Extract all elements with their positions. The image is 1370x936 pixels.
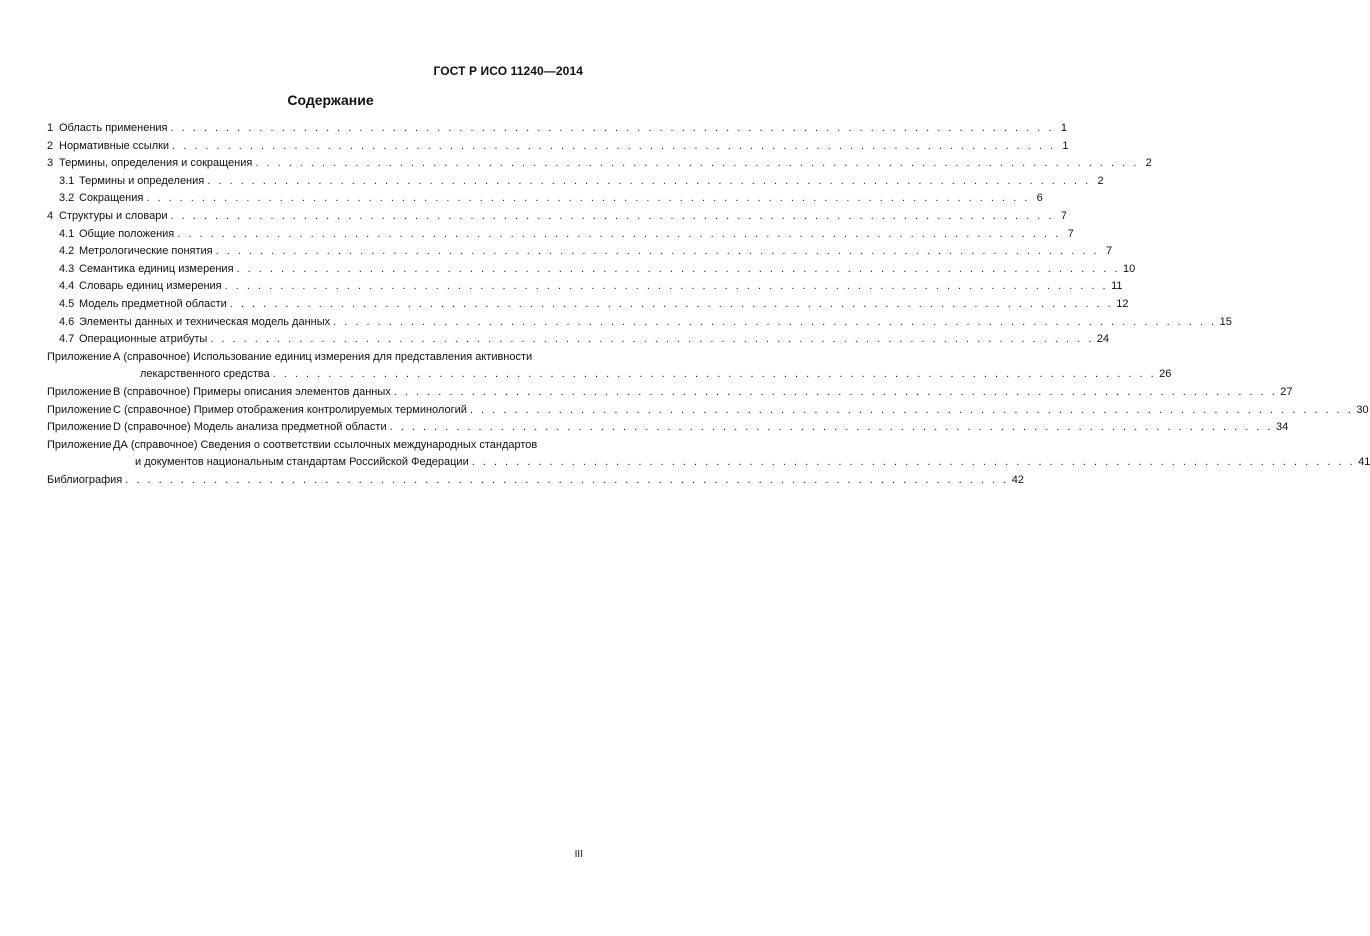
leader-dots: . . . . . . . . . . . . . . . . . . . . . . . . . . . . . . . . . . . . . . . . . . . . . . . . . . . . . . . . . . . . . . . . . . . . . . . . . . . . . . . . [389,421,1274,434]
annex-prefix: Приложение [47,350,112,363]
toc-page: 27 [1280,385,1293,398]
toc-label: Метрологические понятия [79,245,213,258]
toc-entry-3-1[interactable] [47,173,1104,191]
annex-title-continued: и документов национальным стандартам Российской Федерации [135,456,469,469]
toc-annex-b[interactable] [47,384,1293,402]
toc-bibliography[interactable] [47,472,1024,490]
toc-label: Общие положения [79,227,175,240]
annex-title-continued: лекарственного средства [140,368,270,381]
toc-number: 4.5 [59,297,75,310]
toc-label: Область применения [59,122,168,134]
toc-entry-4[interactable] [47,208,1067,226]
toc-label: Структуры и словари [59,209,168,222]
leader-dots: . . . . . . . . . . . . . . . . . . . . . . . . . . . . . . . . . . . . . . . . . . . . . . . . . . . . . . . . . . . . . . . . . . . . . . . . . . . . . . . . [172,139,1056,152]
leader-dots: . . . . . . . . . . . . . . . . . . . . . . . . . . . . . . . . . . . . . . . . . . . . . . . . . . . . . . . . . . . . . . . . . . . . . . . . . . . . . . . . [207,174,1091,187]
annex-title: С (справочное) Пример отображения контролируемых терминологий [113,403,467,416]
toc-entry-4-2[interactable] [47,243,1113,261]
toc-number: 2 [47,139,54,152]
leader-dots: . . . . . . . . . . . . . . . . . . . . . . . . . . . . . . . . . . . . . . . . . . . . . . . . . . . . . . . . . . . . . . . . . . . . . . . . . . . . . . . . [125,473,1009,486]
toc-number: 3 [47,157,54,170]
leader-dots: . . . . . . . . . . . . . . . . . . . . . . . . . . . . . . . . . . . . . . . . . . . . . . . . . . . . . . . . . . . . . . . . . . . . . . . . . . . . . . . . [215,245,1100,258]
toc-label: Семантика единиц измерения [79,262,234,275]
annex-title: D (справочное) Модель анализа предметной области [113,421,387,434]
toc-page: 6 [1036,192,1043,205]
annex-prefix: Приложение [47,385,112,398]
annex-title: В (справочное) Примеры описания элементов данных [113,385,391,398]
toc-title: Содержание [287,92,374,108]
leader-dots: . . . . . . . . . . . . . . . . . . . . . . . . . . . . . . . . . . . . . . . . . . . . . . . . . . . . . . . . . . . . . . . . . . . . . . . . . . . . . . . . [255,157,1139,170]
toc-number: 4 [47,209,54,222]
page-number: III [574,849,583,860]
toc-page: 10 [1122,262,1136,275]
toc-page: 2 [1097,174,1104,187]
toc-page: 26 [1159,368,1172,381]
annex-prefix: Приложение [47,421,112,434]
leader-dots: . . . . . . . . . . . . . . . . . . . . . . . . . . . . . . . . . . . . . . . . . . . . . . . . . . . . . . . . . . . . . . . . . . . . . . . . . . . . . . . . [146,192,1030,205]
toc-number: 1 [47,122,54,134]
toc-label: Операционные атрибуты [79,333,208,346]
leader-dots: . . . . . . . . . . . . . . . . . . . . . . . . . . . . . . . . . . . . . . . . . . . . . . . . . . . . . . . . . . . . . . . . . . . . . . . . . . . . . . . . [170,209,1054,222]
toc-page: 1 [1060,122,1067,134]
table-of-contents [47,120,1370,489]
toc-annex-c[interactable] [47,402,1369,420]
annex-prefix: Приложение [47,438,112,451]
leader-dots: . . . . . . . . . . . . . . . . . . . . . . . . . . . . . . . . . . . . . . . . . . . . . . . . . . . . . . . . . . . . . . . . . . . . . . . . . . . . . . . . [224,280,1109,293]
toc-number: 4.7 [59,333,75,346]
toc-page: 42 [1011,473,1024,486]
toc-page: 30 [1356,403,1369,416]
toc-number: 4.6 [59,315,75,328]
annex-prefix: Приложение [47,403,112,416]
toc-annex-da[interactable] [47,437,1370,472]
toc-entry-4-6[interactable] [47,314,1232,332]
leader-dots: . . . . . . . . . . . . . . . . . . . . . . . . . . . . . . . . . . . . . . . . . . . . . . . . . . . . . . . . . . . . . . . . . . . . . . . . . . . . . . . . [210,333,1094,346]
annex-title: А (справочное) Использование единиц измерения для представления активности [113,350,533,363]
leader-dots: . . . . . . . . . . . . . . . . . . . . . . . . . . . . . . . . . . . . . . . . . . . . . . . . . . . . . . . . . . . . . . . . . . . . . . . . . . . . . . . . [272,368,1157,381]
toc-label: Нормативные ссылки [59,139,170,152]
toc-number: 4.3 [59,262,75,275]
toc-page: 1 [1062,139,1069,152]
toc-page: 15 [1219,315,1232,328]
toc-label: Термины, определения и сокращения [59,157,253,170]
leader-dots: . . . . . . . . . . . . . . . . . . . . . . . . . . . . . . . . . . . . . . . . . . . . . . . . . . . . . . . . . . . . . . . . . . . . . . . . . . . . . . . . [393,385,1278,398]
toc-number: 4.1 [59,227,75,240]
toc-page: 11 [1111,280,1123,293]
toc-entry-1[interactable] [47,120,1067,138]
leader-dots: . . . . . . . . . . . . . . . . . . . . . . . . . . . . . . . . . . . . . . . . . . . . . . . . . . . . . . . . . . . . . . . . . . . . . . . . . . . . . . . . [229,297,1114,310]
toc-entry-4-4[interactable] [47,278,1123,296]
toc-entry-4-5[interactable] [47,296,1129,314]
toc-page: 7 [1067,227,1074,240]
toc-page: 7 [1060,209,1067,222]
toc-number: 3.2 [59,192,75,205]
leader-dots: . . . . . . . . . . . . . . . . . . . . . . . . . . . . . . . . . . . . . . . . . . . . . . . . . . . . . . . . . . . . . . . . . . . . . . . . . . . . . . . . [471,456,1356,469]
toc-page: 34 [1276,421,1289,434]
leader-dots: . . . . . . . . . . . . . . . . . . . . . . . . . . . . . . . . . . . . . . . . . . . . . . . . . . . . . . . . . . . . . . . . . . . . . . . . . . . . . . . . [170,122,1054,134]
annex-title: ДА (справочное) Сведения о соответствии ссылочных международных стандартов [113,438,538,451]
toc-page: 7 [1105,245,1113,258]
toc-page: 2 [1145,157,1152,170]
toc-label: Термины и определения [79,174,205,187]
toc-entry-3[interactable] [47,155,1152,173]
toc-page: 12 [1116,297,1129,310]
toc-page: 24 [1096,333,1110,346]
toc-number: 4.2 [59,245,75,258]
bibliography-label: Библиография [47,473,123,486]
toc-entry-4-1[interactable] [47,226,1074,244]
toc-annex-d[interactable] [47,419,1289,437]
toc-entry-3-2[interactable] [47,190,1043,208]
toc-label: Модель предметной области [79,297,227,310]
leader-dots: . . . . . . . . . . . . . . . . . . . . . . . . . . . . . . . . . . . . . . . . . . . . . . . . . . . . . . . . . . . . . . . . . . . . . . . . . . . . . . . . [236,262,1120,275]
toc-entry-4-3[interactable] [47,261,1136,279]
leader-dots: . . . . . . . . . . . . . . . . . . . . . . . . . . . . . . . . . . . . . . . . . . . . . . . . . . . . . . . . . . . . . . . . . . . . . . . . . . . . . . . . [469,403,1354,416]
document-code: ГОСТ Р ИСО 11240—2014 [433,64,583,78]
toc-entry-4-7[interactable] [47,331,1110,349]
toc-annex-a[interactable] [47,349,1172,384]
toc-label: Сокращения [79,192,144,205]
leader-dots: . . . . . . . . . . . . . . . . . . . . . . . . . . . . . . . . . . . . . . . . . . . . . . . . . . . . . . . . . . . . . . . . . . . . . . . . . . . . . . . . [177,227,1061,240]
toc-entry-2[interactable] [47,138,1069,156]
toc-label: Словарь единиц измерения [79,280,222,293]
toc-page: 41 [1358,456,1370,469]
leader-dots: . . . . . . . . . . . . . . . . . . . . . . . . . . . . . . . . . . . . . . . . . . . . . . . . . . . . . . . . . . . . . . . . . . . . . . . . . . . . . . . . [333,315,1217,328]
toc-label: Элементы данных и техническая модель данных [79,315,331,328]
toc-number: 3.1 [59,174,75,187]
toc-number: 4.4 [59,280,75,293]
